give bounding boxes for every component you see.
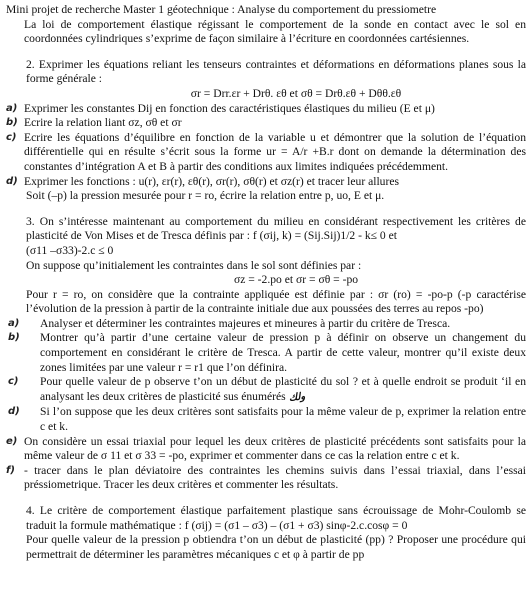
section-3-heading-cont: (σ11 –σ33)-2.c ≤ 0 [26,243,114,257]
document-title: Mini projet de recherche Master 1 géotechnique : Analyse du comportement du pressiometre [6,3,437,16]
item-text: Pour quelle valeur de p observe t’on un début de plasticité du sol ? et à quelle endroit se produit ‘il en analysant les deux critères de plasticité sus énumérés [40,375,526,403]
section-2-item-d [6,175,526,190]
section-3-item-e [6,435,526,464]
section-3-pour: Pour r = ro, on considère que la contrainte appliquée est définie par : σr (ro) = -po-p (-p caractérise l’évolution de la pression à partir de la contrainte initiale due aux poussées des terres au repos -po) [26,287,526,316]
section-2-item-c [6,131,526,175]
item-text: Exprimer les constantes Dij en fonction des caractéristiques élastiques du milieu (E et μ) [24,101,435,115]
item-text: On considère un essai triaxial pour lequel les deux critères de plasticité précédents sont satisfaits pour la même valeur de σ 11 et σ 33 = -po, exprimer et commenter dans ce cas la relation entre c et k. [24,434,526,463]
item-text: Ecrire la relation liant σz, σθ et σr [24,116,182,130]
handwritten-scribble: ولك [287,391,306,404]
section-2-item-a [6,102,526,117]
section-3-initial: On suppose qu’initialement les contraintes dans le sol sont définies par : [26,258,362,272]
section-3-heading: 3. On s’intéresse maintenant au comportement du milieu en considérant respectivement les critères de plasticité de Von Mises et de Tresca définis par : f (σij, k) = (Sij.Sij)1/2 - k≤ 0 et [26,214,526,243]
handwritten-mark: e) [6,435,18,447]
item-text: Analyser et déterminer les contraintes majeures et mineures à partir du critère de Tresca. [40,316,451,330]
handwritten-mark: b) [8,332,20,344]
handwritten-mark: d) [8,406,20,418]
section-2-heading: 2. Exprimer les équations reliant les tenseurs contraintes et déformations en déformations planes sous la forme générale : [26,57,526,86]
handwritten-mark: f) [6,464,15,476]
section-3-item-c [6,375,526,405]
handwritten-mark: c) [6,131,17,143]
section-4-text: Pour quelle valeur de la pression p obtiendra t’on un début de plasticité (pp) ? Proposer une procédure qui permettrait de déterminer les paramètres mécaniques c et φ à partir de pp [26,533,526,561]
handwritten-mark: c) [8,376,19,388]
handwritten-mark: d) [6,175,18,187]
item-text: Ecrire les équations d’équilibre en fonction de la variable u et démontrer que la solution de l’équation différentielle qui en résulte s’écrit sous la forme ur = A/r +B.r dont on demande la détermination des constantes d’intégration A et B à partir des conditions aux limites indiquées précédemment. [24,130,526,173]
intro-paragraph: La loi de comportement élastique régissant le comportement de la sonde en contact avec le sol en coordonnées cylindriques s’exprime de façon similaire à l’écriture en coordonnées cartésiennes. [24,17,526,46]
section-3-item-d [6,405,526,434]
section-2-equation: σr = Drr.εr + Drθ. εθ et σθ = Drθ.εθ + Dθθ.εθ [190,86,402,100]
section-3-initial-equation: σz = -2.po et σr = σθ = -po [233,273,359,287]
item-text: Exprimer les fonctions : u(r), εr(r), εθ(r), σr(r), σθ(r) et σz(r) et tracer leur allures [24,174,399,188]
item-text: Si l’on suppose que les deux critères sont satisfaits pour la même valeur de p, exprimer la relation entre c et k. [40,405,526,434]
section-3-item-f [6,464,526,493]
item-text: - tracer dans le plan déviatoire des contraintes les chemins suivis dans l’essai triaxial, dans l’essai préssiometrique. Tracer les deux critères et commenter les résultats. [24,463,526,492]
handwritten-mark: a) [6,102,18,114]
item-text: Montrer qu’à partir d’une certaine valeur de pression p à définir on observe un changement du comportement en considérant le critère de Tresca. A partir de cette valeur, montrer qu’il existe deux zones limitées par une valeur r = r1 que l’on définira. [40,331,526,374]
section-3-item-a [6,317,526,332]
handwritten-mark: a) [8,317,20,329]
handwritten-mark: b) [6,117,18,129]
section-2-last-line: Soit (–p) la pression mesurée pour r = ro, écrire la relation entre p, uo, E et μ. [26,189,385,203]
section-4-heading: 4. Le critère de comportement élastique parfaitement plastique sans écrouissage de Mohr-Coulomb se traduit la formule mathématique : f (σij) = (σ1 – σ3) – (σ1 + σ3) sinφ-2.c.cosφ = 0 [26,504,526,532]
section-2-item-b [6,116,526,131]
section-3-item-b [6,331,526,375]
